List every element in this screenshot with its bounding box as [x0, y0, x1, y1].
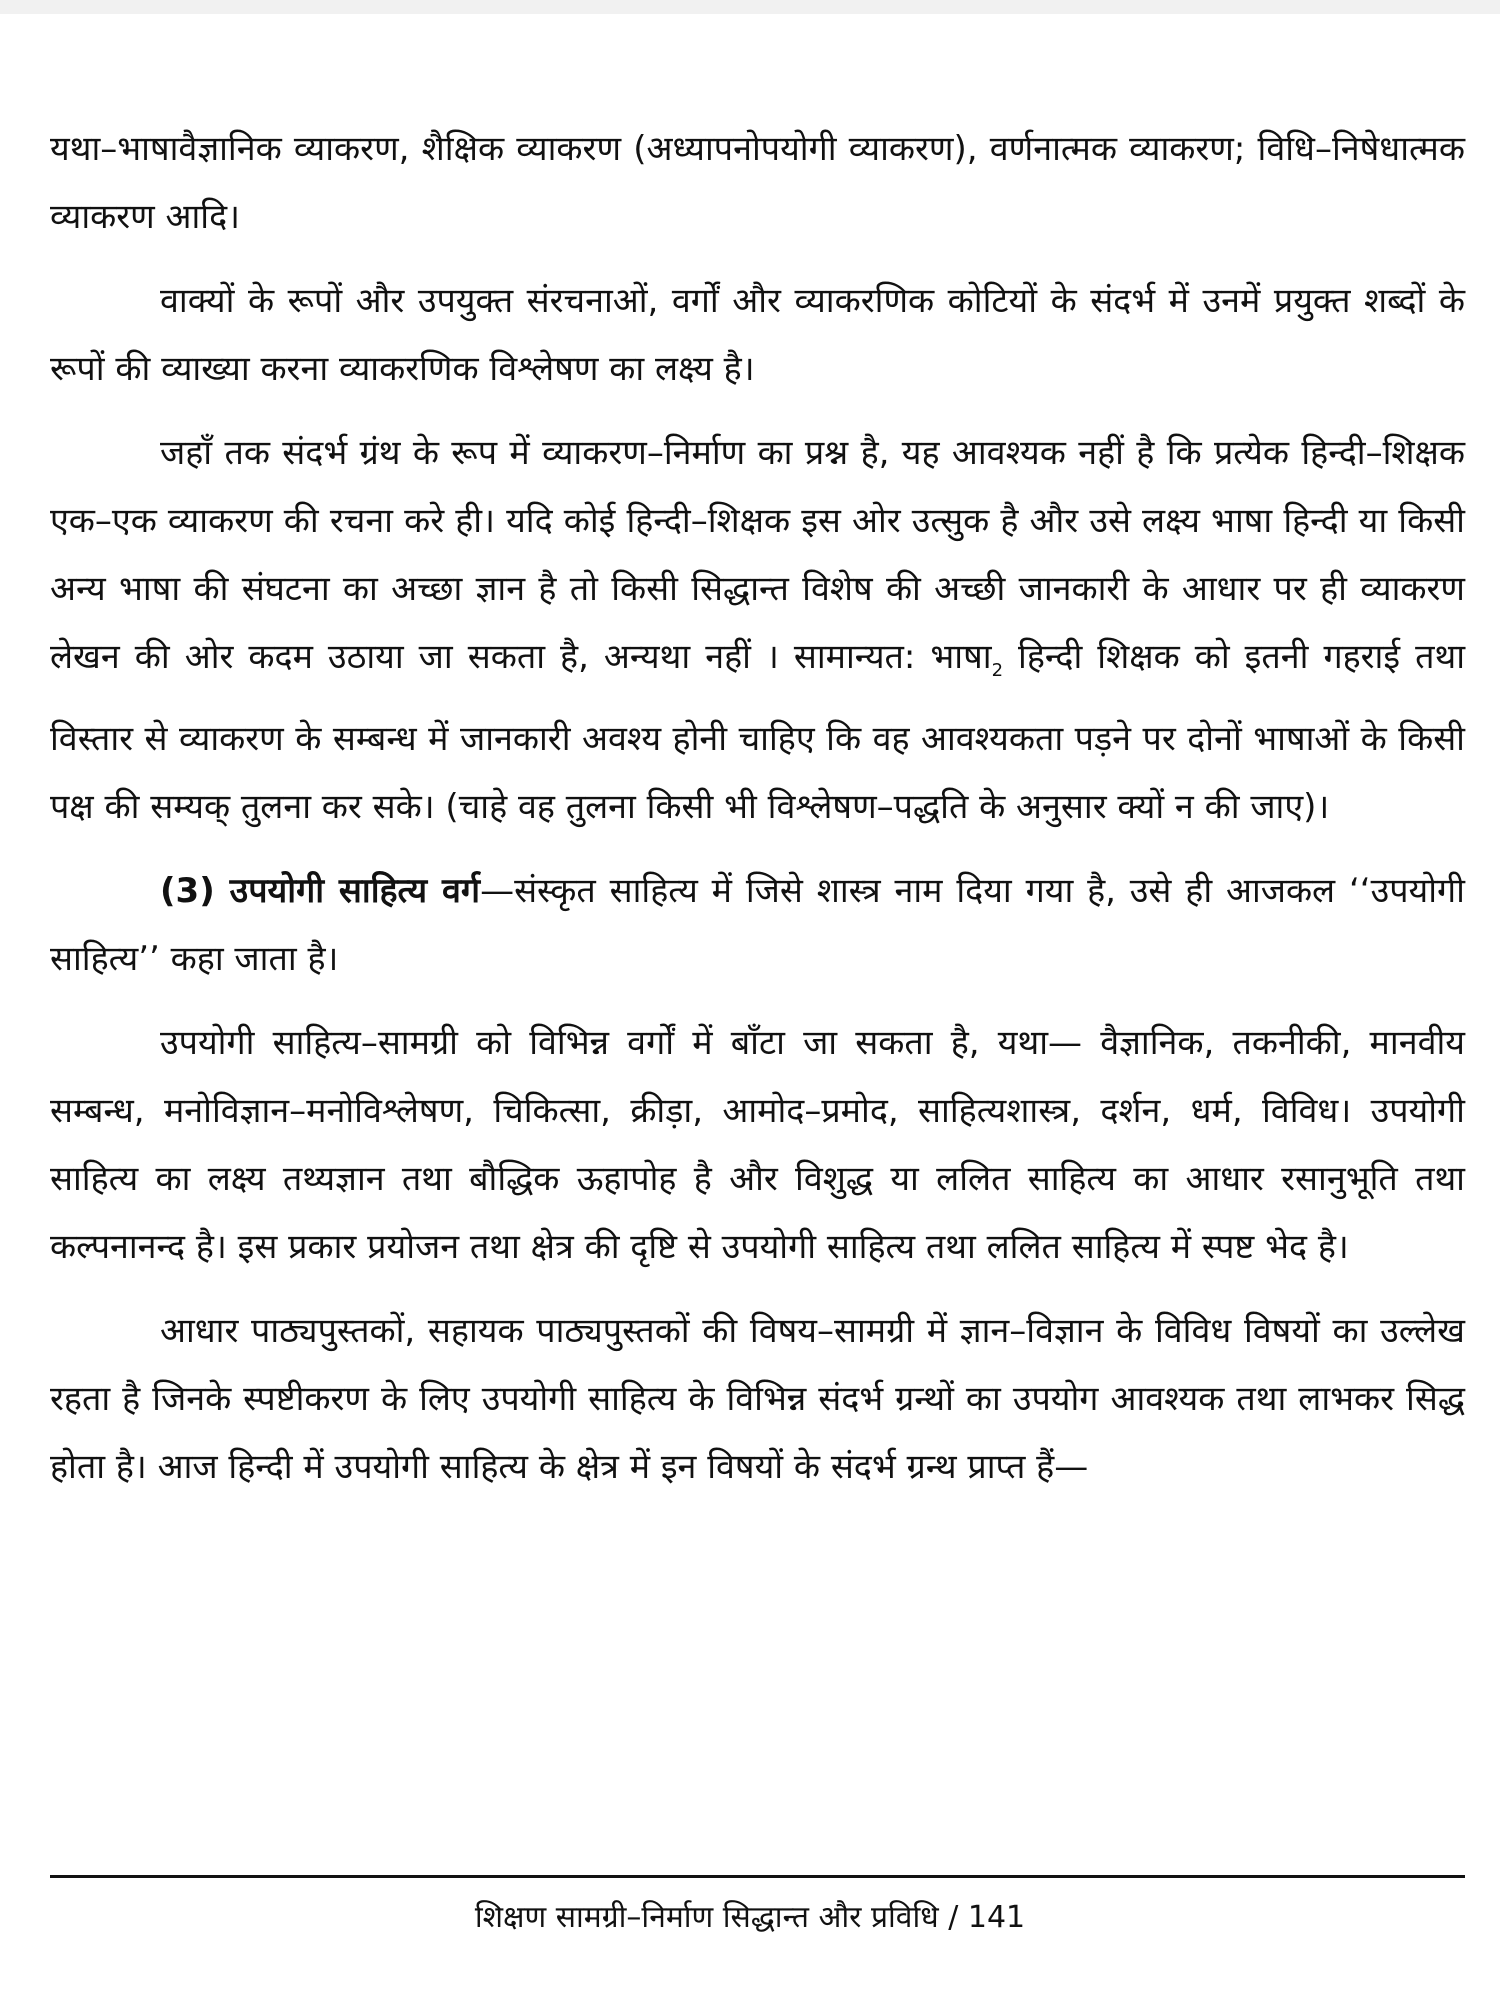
- paragraph-grammar-reference: [50, 419, 1465, 841]
- page-top-edge: [0, 0, 1500, 14]
- language-subscript: 2: [991, 659, 1004, 681]
- paragraph-grammar-types: यथा–भाषावैज्ञानिक व्याकरण, शैक्षिक व्याकरण (अध्यापनोपयोगी व्याकरण), वर्णनात्मक व्याकरण; विधि–निषेधात्मक व्याकरण आदि।: [50, 129, 1465, 237]
- paragraph-grammar-analysis: वाक्यों के रूपों और उपयुक्त संरचनाओं, वर्गों और व्याकरणिक कोटियों के संदर्भ में उनमें प्रयुक्त शब्दों के रूपों की व्याख्या करना व्याकरणिक विश्लेषण का लक्ष्य है।: [50, 281, 1465, 389]
- paragraph-grammar-reference-part-1: जहाँ तक संदर्भ ग्रंथ के रूप में व्याकरण–निर्माण का प्रश्न है, यह आवश्यक नहीं है कि प्रत्येक हिन्दी–शिक्षक एक–एक व्याकरण की रचना करे ही। यदि कोई हिन्दी–शिक्षक इस ओर उत्सुक है और उसे लक्ष्य भाषा हिन्दी या किसी अन्य भाषा की संघटना का अच्छा ज्ञान है तो किसी सिद्धान्त विशेष की अच्छी जानकारी के आधार पर ही व्याकरण लेखन की ओर कदम उठाया जा सकता है, अन्यथा नहीं । सामान्यत: भाषा: [50, 433, 1465, 677]
- paragraph-useful-literature-categories: उपयोगी साहित्य–सामग्री को विभिन्न वर्गों में बाँटा जा सकता है, यथा— वैज्ञानिक, तकनीकी, मानवीय सम्बन्ध, मनोविज्ञान–मनोविश्लेषण, चिकित्सा, क्रीड़ा, आमोद–प्रमोद, साहित्यशास्त्र, दर्शन, धर्म, विविध। उपयोगी साहित्य का लक्ष्य तथ्यज्ञान तथा बौद्धिक ऊहापोह है और विशुद्ध या ललित साहित्य का आधार रसानुभूति तथा कल्पनानन्द है। इस प्रकार प्रयोजन तथा क्षेत्र की दृष्टि से उपयोगी साहित्य तथा ललित साहित्य में स्पष्ट भेद है।: [50, 1022, 1465, 1267]
- paragraph-useful-literature-section: [50, 857, 1465, 993]
- section-intro-text: —संस्कृत साहित्य में जिसे शास्त्र नाम दिया गया है, उसे ही आजकल ‘‘उपयोगी साहित्य’’ कहा जाता है।: [50, 870, 1465, 979]
- paragraph-reference-books: आधार पाठ्यपुस्तकों, सहायक पाठ्यपुस्तकों की विषय–सामग्री में ज्ञान–विज्ञान के विविध विषयों का उल्लेख रहता है जिनके स्पष्टीकरण के लिए उपयोगी साहित्य के विभिन्न संदर्भ ग्रन्थों का उपयोग आवश्यक तथा लाभकर सिद्ध होता है। आज हिन्दी में उपयोगी साहित्य के क्षेत्र में इन विषयों के संदर्भ ग्रन्थ प्राप्त हैं—: [50, 1310, 1465, 1487]
- section-heading-useful-literature: (3) उपयोगी साहित्य वर्ग: [160, 870, 481, 911]
- footer-divider: [50, 1875, 1465, 1878]
- paragraph-grammar-reference-part-2: हिन्दी शिक्षक को इतनी गहराई तथा विस्तार से व्याकरण के सम्बन्ध में जानकारी अवश्य होनी चाहिए कि वह आवश्यकता पड़ने पर दोनों भाषाओं के किसी पक्ष की सम्यक् तुलना कर सके। (चाहे वह तुलना किसी भी विश्लेषण–पद्धति के अनुसार क्यों न की जाए)।: [50, 637, 1465, 827]
- page-footer: शिक्षण सामग्री–निर्माण सिद्धान्त और प्रविधि / 141: [474, 1900, 1026, 1935]
- page-body: [50, 115, 1465, 1517]
